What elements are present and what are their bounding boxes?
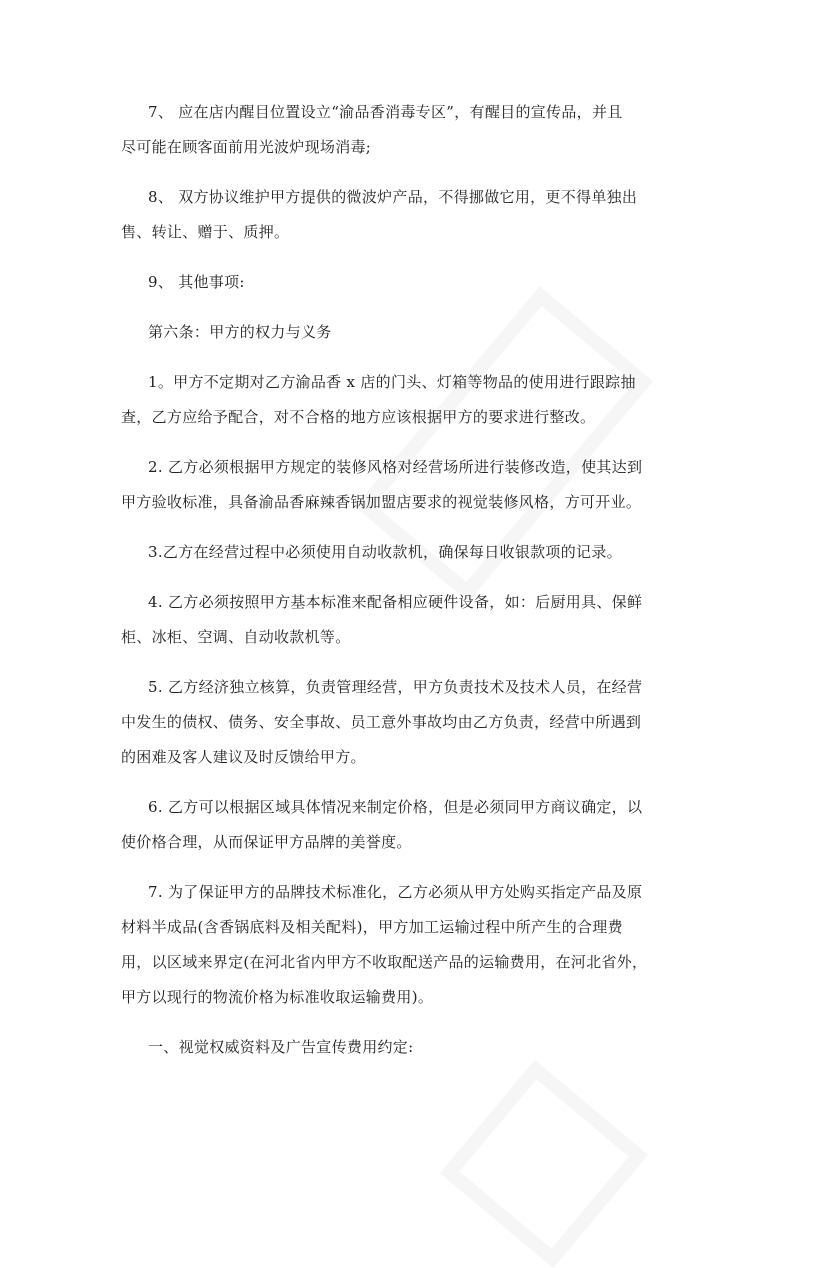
paragraph xyxy=(121,450,721,520)
paragraph-line: 的困难及客人建议及时反馈给甲方。 xyxy=(121,748,366,766)
paragraph-line: 2. 乙方必须根据甲方规定的装修风格对经营场所进行装修改造，使其达到 xyxy=(148,458,643,476)
paragraph-line: 9、 其他事项: xyxy=(148,273,245,291)
paragraph-line: 7. 为了保证甲方的品牌技术标准化，乙方必须从甲方处购买指定产品及原 xyxy=(148,883,643,901)
paragraph xyxy=(121,875,721,1015)
paragraph-line: 甲方验收标准，具备渝品香麻辣香锅加盟店要求的视觉装修风格，方可开业。 xyxy=(121,493,642,511)
paragraph-line: 柜、冰柜、空调、自动收款机等。 xyxy=(121,628,351,646)
paragraph-line: 材料半成品(含香锅底料及相关配料)，甲方加工运输过程中所产生的合理费 xyxy=(121,918,623,936)
paragraph xyxy=(121,670,721,775)
paragraph-line: 3.乙方在经营过程中必须使用自动收款机，确保每日收银款项的记录。 xyxy=(148,543,622,561)
paragraph xyxy=(121,585,721,655)
paragraph-line: 1。甲方不定期对乙方渝品香 x 店的门头、灯箱等物品的使用进行跟踪抽 xyxy=(148,373,636,391)
paragraph xyxy=(121,365,721,435)
paragraph-line: 甲方以现行的物流价格为标准收取运输费用)。 xyxy=(121,988,434,1006)
document-page xyxy=(121,95,721,1080)
paragraph-line: 8、 双方协议维护甲方提供的微波炉产品，不得挪做它用，更不得单独出 xyxy=(148,188,638,206)
paragraph-line: 用，以区域来界定(在河北省内甲方不收取配送产品的运输费用，在河北省外， xyxy=(121,953,648,971)
paragraph-line: 4. 乙方必须按照甲方基本标准来配备相应硬件设备，如：后厨用具、保鲜 xyxy=(148,593,643,611)
paragraph xyxy=(121,790,721,860)
paragraph xyxy=(121,1030,721,1065)
paragraph xyxy=(121,535,721,570)
paragraph-line: 5. 乙方经济独立核算，负责管理经营，甲方负责技术及技术人员，在经营 xyxy=(148,678,643,696)
paragraph-line: 7、 应在店内醒目位置设立“渝品香消毒专区”，有醒目的宣传品，并且 xyxy=(148,103,623,121)
paragraph xyxy=(121,265,721,300)
paragraph-line: 售、转让、赠于、质押。 xyxy=(121,223,290,241)
paragraph xyxy=(121,315,721,350)
paragraph xyxy=(121,95,721,165)
paragraph-line: 尽可能在顾客面前用光波炉现场消毒; xyxy=(121,138,372,156)
paragraph-line: 使价格合理，从而保证甲方品牌的美誉度。 xyxy=(121,833,412,851)
paragraph-line: 一、视觉权威资料及广告宣传费用约定: xyxy=(148,1038,414,1056)
watermark xyxy=(440,1060,649,1268)
paragraph-line: 查，乙方应给予配合，对不合格的地方应该根据甲方的要求进行整改。 xyxy=(121,408,596,426)
paragraph-line: 6. 乙方可以根据区域具体情况来制定价格，但是必须同甲方商议确定，以 xyxy=(148,798,643,816)
paragraph-line: 中发生的债权、债务、安全事故、员工意外事故均由乙方负责，经营中所遇到 xyxy=(121,713,642,731)
paragraph xyxy=(121,180,721,250)
paragraph-line: 第六条：甲方的权力与义务 xyxy=(148,323,332,341)
